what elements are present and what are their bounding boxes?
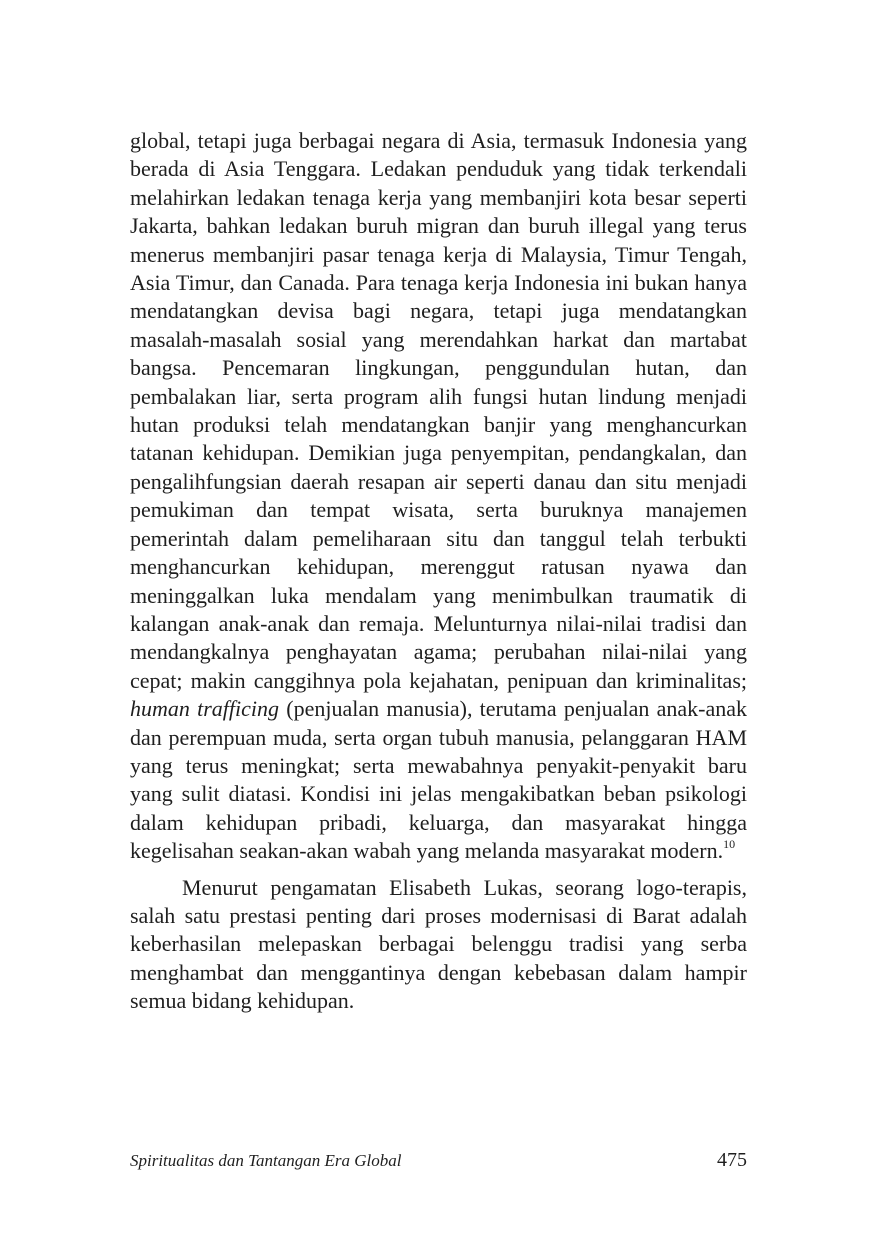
page-footer [130,1151,747,1177]
italic-term: human trafficing [130,696,280,722]
page-number: 475 [717,1149,747,1171]
running-title: Spiritualitas dan Tantangan Era Global [130,1151,402,1170]
footnote-reference: 10 [723,837,736,852]
body-text [130,127,747,1016]
paragraph-1-text-start: global, tetapi juga berbagai negara di Asia, termasuk Indonesia yang berada di Asia Tenggara. Ledakan penduduk yang tidak terkendali melahirkan ledakan tenaga kerja yang membanjiri kota besar seperti Jakarta, bahkan ledakan buruh migran dan buruh illegal yang terus menerus membanjiri pasar tenaga kerja di Malaysia, Timur Tengah, Asia Timur, dan Canada. Para tenaga kerja Indonesia ini bukan hanya mendatangkan devisa bagi negara, tetapi juga mendatangkan masalah-masalah sosial yang merendahkan harkat dan martabat bangsa. Pencemaran lingkungan, penggundulan hutan, dan pembalakan liar, serta program alih fungsi hutan lindung menjadi hutan produksi telah mendatangkan banjir yang menghancurkan tatanan kehidupan. Demikian juga penyempitan, pendangkalan, dan pengalihfungsian daerah resapan air seperti danau dan situ menjadi pemukiman dan tempat wisata, serta buruknya manajemen pemerintah dalam pemeliharaan situ dan tanggul telah terbukti menghancurkan kehidupan, merenggut ratusan nyawa dan meninggalkan luka mendalam yang menimbulkan traumatik di kalangan anak-anak dan remaja. Melunturnya nilai-nilai tradisi dan mendangkalnya penghayatan agama; perubahan nilai-nilai yang cepat; makin canggihnya pola kejahatan, penipuan dan kriminalitas; [130,128,747,693]
paragraph-1-text-end: (penjualan manusia), terutama penjualan anak-anak dan perempuan muda, serta organ tubuh manusia, pelanggaran HAM yang terus meningkat; serta mewabahnya penyakit-penyakit baru yang sulit diatasi. Kondisi ini jelas mengakibatkan beban psikologi dalam kehidupan pribadi, keluarga, dan masyarakat hingga kegelisahan seakan-akan wabah yang melanda masyarakat modern. [130,696,747,864]
paragraph-1 [130,127,747,866]
paragraph-2: Menurut pengamatan Elisabeth Lukas, seorang logo-terapis, salah satu prestasi penting dari proses modernisasi di Barat adalah keberhasilan melepaskan berbagai belenggu tradisi yang serba menghambat dan menggantinya dengan kebebasan dalam hampir semua bidang kehidupan. [130,874,747,1014]
